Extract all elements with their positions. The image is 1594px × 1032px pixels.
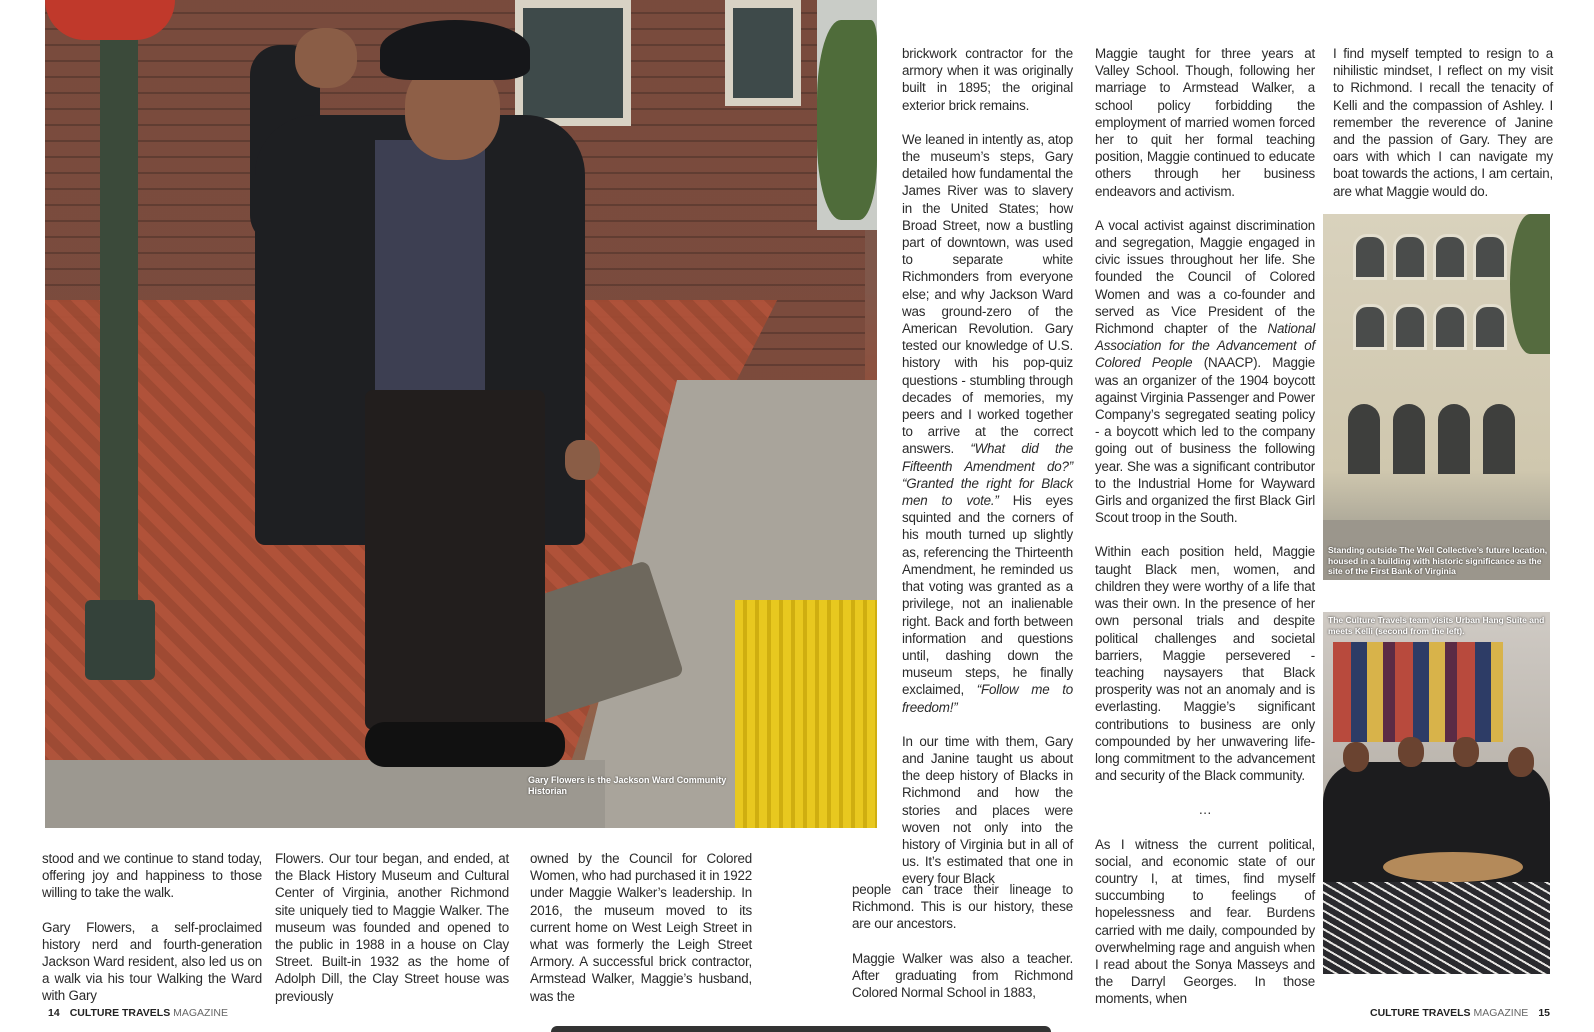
photo-person-shoes — [365, 722, 565, 767]
photo-face — [1508, 747, 1534, 777]
paragraph: Maggie taught for three years at Valley School. Though, following her marriage to Armstead Walker, a school policy forbidding the employment of married women forced her to quit her formal teaching position, Maggie continued to educate others through her business endeavors and activism. — [1095, 46, 1315, 199]
photo-window — [1473, 234, 1507, 280]
photo-window — [1353, 304, 1387, 350]
photo-face — [1453, 737, 1479, 767]
photo-tree — [817, 20, 877, 220]
footer-brand: CULTURE TRAVELS — [69, 1007, 171, 1019]
text-column-2 — [275, 850, 509, 1005]
photo-table — [1383, 852, 1523, 882]
footer-left — [48, 1007, 228, 1019]
photo-lamp-pole — [100, 0, 138, 640]
organization-name: National Association for the Advancement of Colored People — [1095, 321, 1315, 371]
photo-window — [725, 0, 801, 106]
photo-window — [1433, 234, 1467, 280]
photo-window — [1433, 304, 1467, 350]
photo-urban-hang-suite — [1323, 612, 1550, 974]
paragraph: In our time with them, Gary and Janine taught us about the deep history of Blacks in Richmond and how the stories and places were woven not only into the history of Virginia but in all of us. It’s estimated that one in every four Black — [902, 733, 1073, 887]
section-break: … — [1198, 802, 1212, 818]
footer-magazine: MAGAZINE — [173, 1007, 228, 1019]
footer-magazine: MAGAZINE — [1473, 1007, 1529, 1019]
page-number-right: 15 — [1538, 1007, 1550, 1019]
photo-rug — [1323, 882, 1550, 974]
photo-raised-fist — [295, 28, 357, 88]
photo-person-shirt — [375, 140, 485, 390]
photo-arch — [1483, 404, 1515, 474]
photo-window — [1393, 234, 1427, 280]
photo-pole-base — [85, 600, 155, 680]
paragraph: Within each position held, Maggie taught Black men, women, and children they were worthy of a life that was their own. In the presence of her own personal trials and despite political challenges and societal barriers, Maggie persevered - teaching naysayers that Black prosperity was not an anomaly and is everlasting. Maggie’s significant contributions to business are only compounded by her unwavering life-long commitment to the advancement and security of the Black community. — [1095, 544, 1315, 784]
text-run: His eyes squinted and the corners of his mouth turned up slightly as, referencing the Thirteenth Amendment, he reminded us that voting was granted as a privilege, not an inalienable right. Back and forth between information and questions until, dashing down the museum steps, he finally exclaimed, — [902, 493, 1073, 698]
photo-window — [1353, 234, 1387, 280]
text-column-4-wide — [852, 881, 1073, 1001]
text-column-3 — [530, 850, 752, 1005]
caption-shop-photo: The Culture Travels team visits Urban Hang Suite and meets Kelli (second from the left). — [1328, 615, 1545, 636]
paragraph: Flowers. Our tour began, and ended, at the Black History Museum and Cultural Center of Virginia, another Richmond site uniquely tied to Maggie Walker. The museum was founded and opened to the public in 1988 in a house on Clay Street. Built-in 1932 as the home of Adolph Dill, the Clay Street house was previously — [275, 851, 509, 1004]
page-number-left: 14 — [48, 1007, 60, 1019]
text-column-4 — [902, 45, 1073, 888]
photo-stop-sign — [45, 0, 175, 40]
paragraph: people can trace their lineage to Richmond. This is our history, these are our ancestors. — [852, 882, 1073, 932]
photo-person-hat — [380, 20, 530, 80]
paragraph: I find myself tempted to resign to a nihilistic mindset, I reflect on my visit to Richmond. I recall the tenacity of Kelli and the compassion of Ashley. I remember the reverence of Janine and the passion of Gary. They are oars with which I can navigate my boat towards the actions, I am certain, are what Maggie would do. — [1333, 46, 1553, 199]
paragraph: Maggie Walker was also a teacher. After graduating from Richmond Colored Normal School in 1883, — [852, 950, 1073, 1001]
photo-person-hand — [565, 440, 600, 480]
footer-right — [1370, 1007, 1550, 1019]
photo-gary-flowers — [45, 0, 877, 828]
photo-tree — [1510, 214, 1550, 354]
photo-window — [1393, 304, 1427, 350]
paragraph: owned by the Council for Colored Women, who had purchased it in 1922 under Maggie Walker’s leadership. In 2016, the museum moved to its current home on West Leigh Street in what was formerly the Leigh Street Armory. A successful brick contractor, Armstead Walker, Maggie’s husband, was the — [530, 851, 752, 1004]
text-column-1 — [42, 850, 262, 1005]
text-column-6 — [1333, 45, 1553, 200]
paragraph — [1095, 217, 1315, 527]
quote-text: “What did the Fifteenth Amendment do?” “Granted the right for Black men to vote.” — [902, 441, 1073, 509]
paragraph — [902, 131, 1073, 716]
paragraph: stood and we continue to stand today, offering joy and happiness to those willing to take the walk. — [42, 851, 262, 901]
caption-bank-photo: Standing outside The Well Collective’s future location, housed in a building with historic significance as the site of the First Bank of Virginia — [1328, 545, 1548, 576]
photo-face — [1398, 737, 1424, 767]
text-run: We leaned in intently as, atop the museum’s steps, Gary detailed how fundamental the James River was to slavery in the United States; how Broad Street, now a bustling part of downtown, was used to separate white Richmonders from everyone else; and why Jackson Ward was ground-zero of the American Revolution. Gary tested our knowledge of U.S. history with his pop-quiz questions - stumbling through decades of memories, my peers and I worked together to arrive at the correct answers. — [902, 131, 1073, 457]
photo-arch — [1348, 404, 1380, 474]
text-run: A vocal activist against discrimination and segregation, Maggie engaged in civic issues throughout her life. She founded the Council of Colored Women and was a co-founder and served as Vice President of the Richmond chapter of the — [1095, 217, 1315, 337]
photo-arch — [1393, 404, 1425, 474]
paragraph: Gary Flowers, a self-proclaimed history nerd and fourth-generation Jackson Ward resident, also led us on a walk via his tour Walking the Ward with Gary — [42, 919, 262, 1004]
caption-main-photo: Gary Flowers is the Jackson Ward Community Historian — [528, 775, 727, 796]
photo-window — [1473, 304, 1507, 350]
paragraph: brickwork contractor for the armory when it was originally built in 1895; the original exterior brick remains. — [902, 46, 1073, 113]
footer-brand: CULTURE TRAVELS — [1370, 1007, 1471, 1019]
page-edge-bar — [551, 1026, 1051, 1032]
photo-person-trousers — [365, 390, 545, 730]
photo-magazine-wall — [1333, 642, 1503, 742]
photo-first-bank-building — [1323, 214, 1550, 580]
text-run: (NAACP). Maggie was an organizer of the 1904 boycott against Virginia Passenger and Power Company’s segregated seating policy - a boycott which led to the company going out of business the following year. She was a significant contributor to the Industrial Home for Wayward Girls and organized the first Black Girl Scout troop in the South. — [1095, 355, 1315, 526]
photo-arch — [1438, 404, 1470, 474]
text-column-5 — [1095, 45, 1315, 1008]
photo-face — [1343, 742, 1369, 772]
paragraph: As I witness the current political, social, and economic state of our country I, at times, find myself succumbing to feelings of hopelessness and fear. Burdens carried with me daily, compounded by overwhelming rage and anguish when I read about the Sonya Masseys and the Darryl Georges. In those moments, when — [1095, 836, 1315, 1007]
photo-window — [515, 0, 631, 126]
photo-curb — [45, 760, 605, 828]
quote-text: “Follow me to freedom!” — [902, 682, 1073, 715]
